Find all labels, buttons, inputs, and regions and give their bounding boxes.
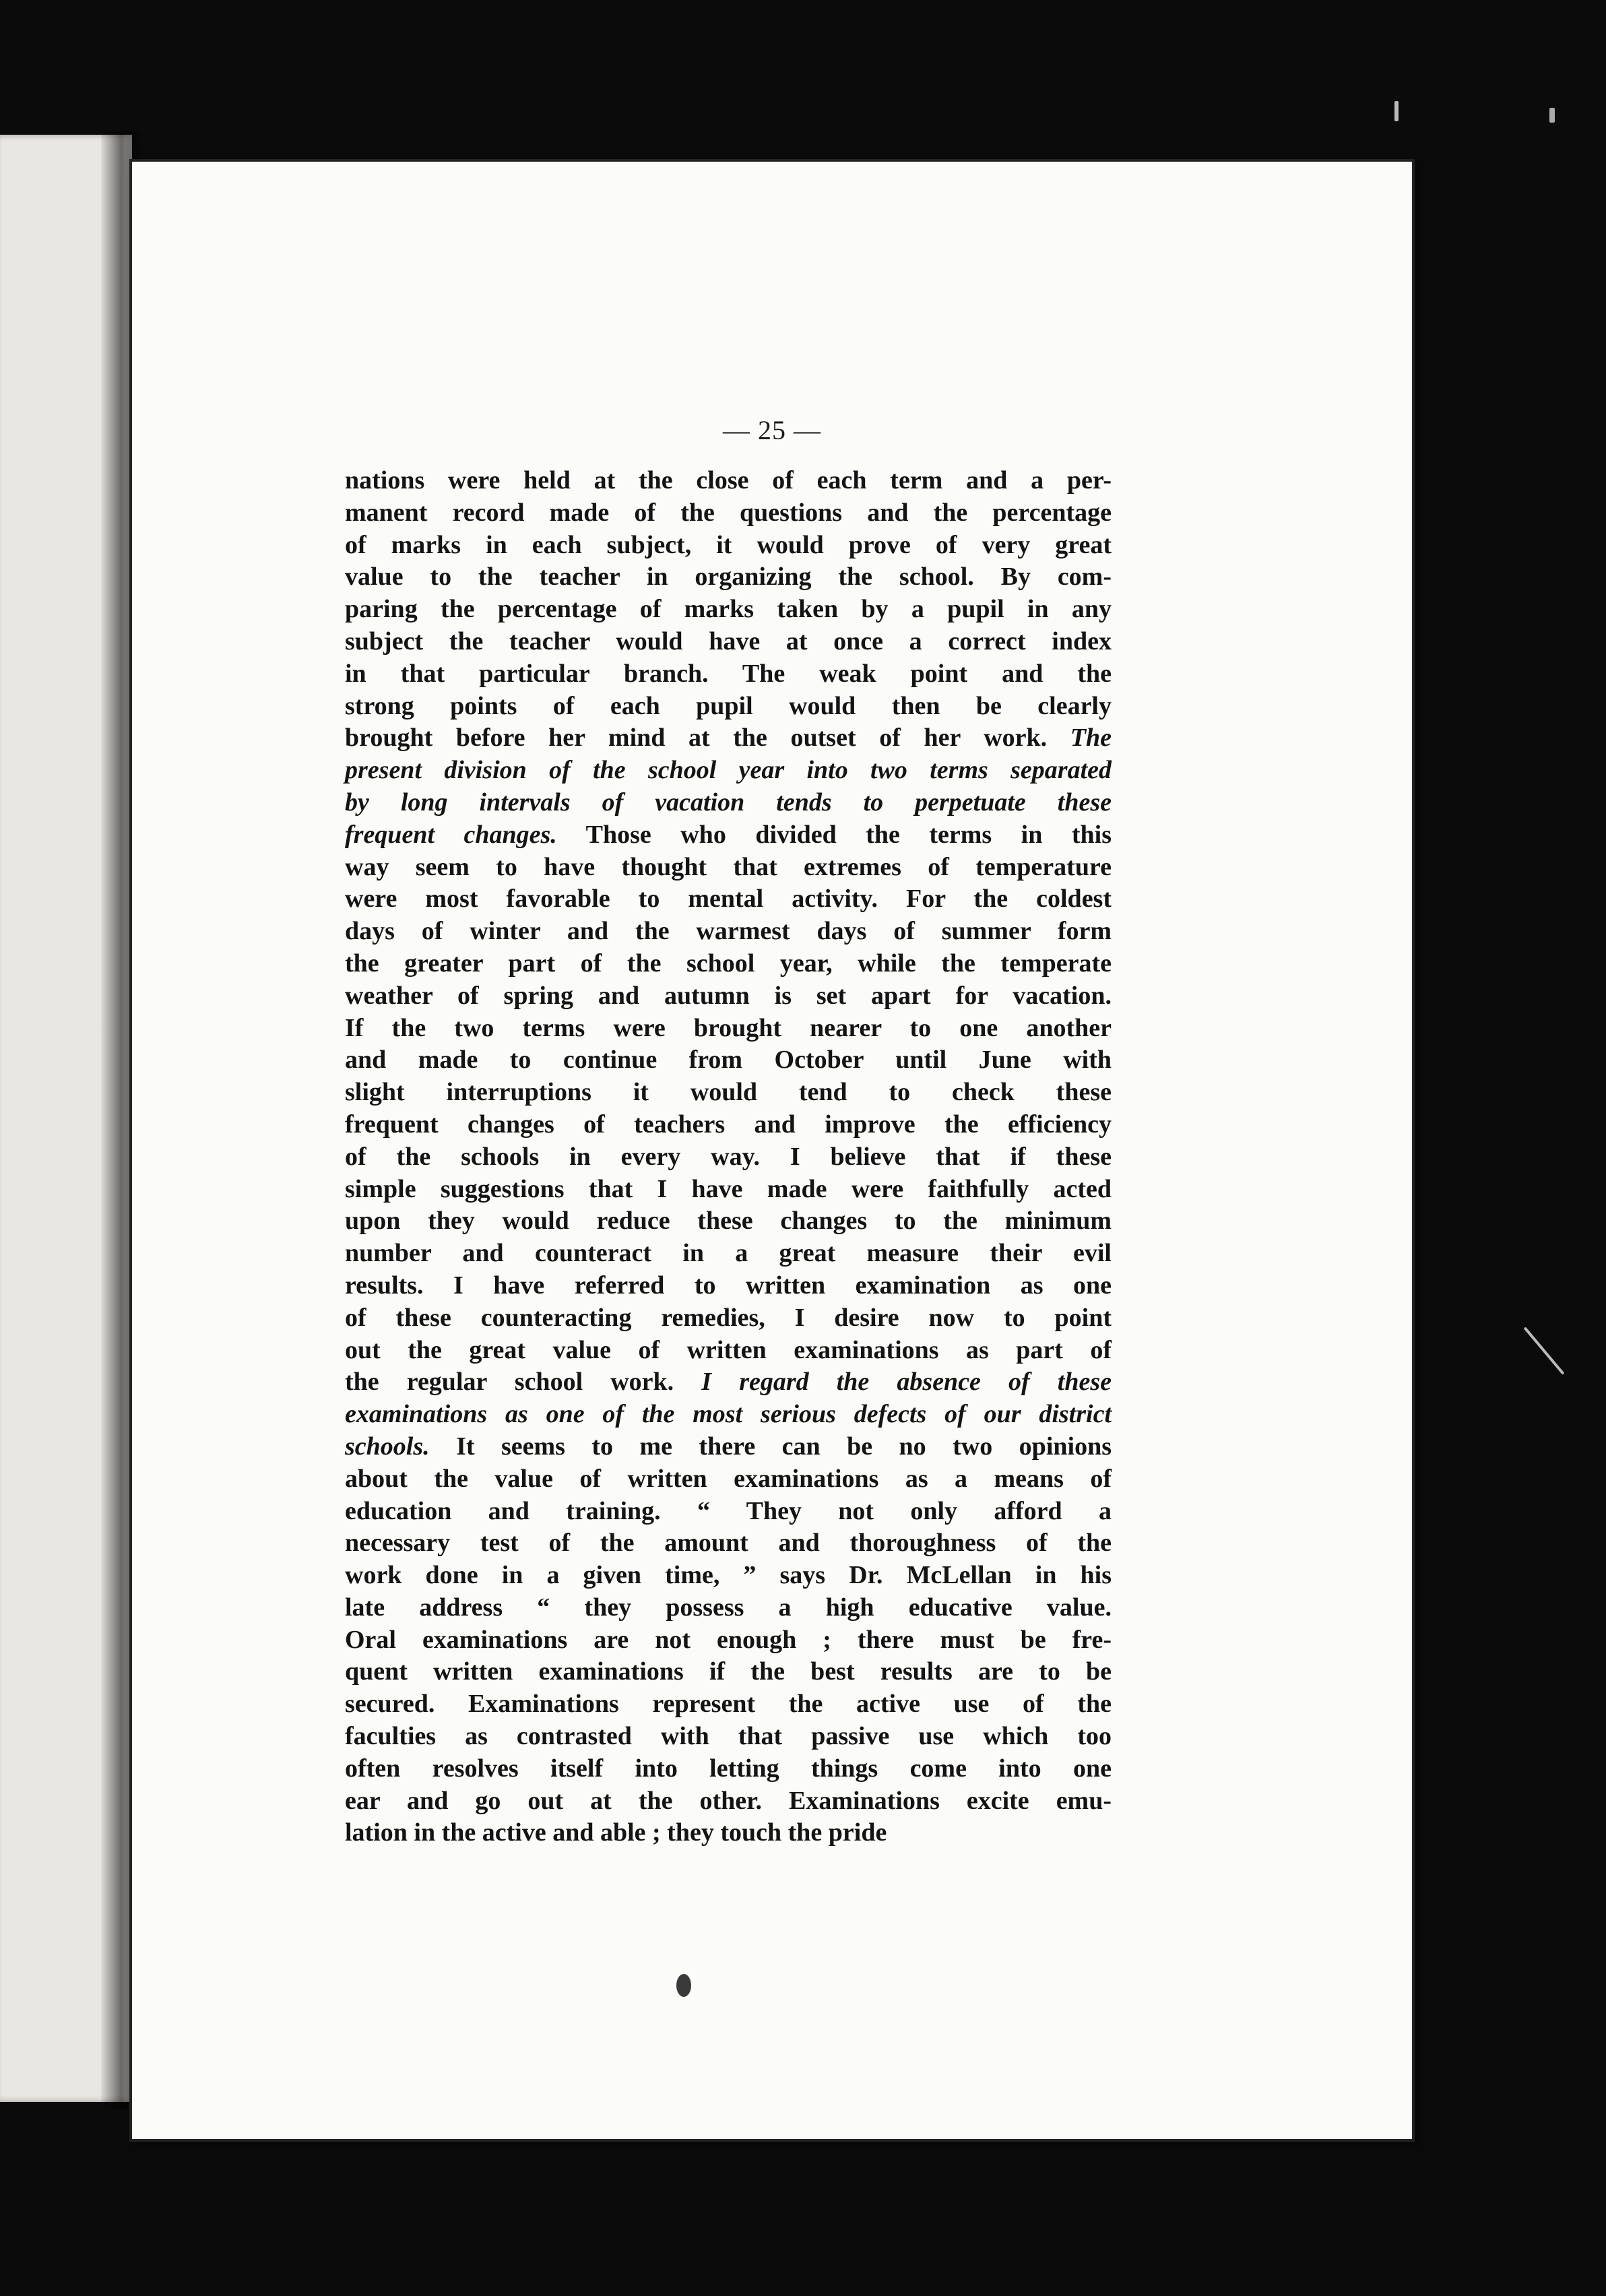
text-run: of the schools in every way. I believe that if these (345, 1142, 1112, 1171)
text-run: ear and go out at the other. Examinations excite emu- (345, 1786, 1112, 1815)
text-line (345, 948, 1112, 980)
text-run: Those who divided the terms in this (556, 820, 1112, 849)
text-line (345, 1109, 1112, 1141)
text-line (345, 1785, 1112, 1818)
text-run: and made to continue from October until June with (345, 1046, 1112, 1075)
text-run: If the two terms were brought nearer to one another (345, 1013, 1112, 1042)
text-line (345, 658, 1112, 691)
text-run: lation in the active and able ; they touch the pride (345, 1818, 887, 1847)
text-line (345, 1688, 1112, 1721)
text-run: late address “ they possess a high educative value. (345, 1593, 1112, 1622)
text-line (345, 787, 1112, 819)
text-run: way seem to have thought that extremes of temperature (345, 852, 1112, 881)
text-line (345, 1141, 1112, 1174)
text-line (345, 1753, 1112, 1785)
text-run: subject the teacher would have at once a correct index (345, 627, 1112, 656)
italic-text: present division of the school year into two terms separated (345, 756, 1112, 785)
text-run: quent written examinations if the best results are to be (345, 1657, 1112, 1686)
text-line (345, 1721, 1112, 1753)
text-line (345, 883, 1112, 916)
text-run: simple suggestions that I have made were faithfully acted (345, 1174, 1112, 1203)
text-line (345, 1205, 1112, 1238)
text-run: manent record made of the questions and the percentage (345, 498, 1112, 527)
italic-text: I regard the absence of these (701, 1368, 1112, 1397)
text-run: value to the teacher in organizing the school. By com- (345, 563, 1112, 592)
italic-text: schools. (345, 1432, 430, 1461)
text-line (345, 1496, 1112, 1528)
text-line (345, 916, 1112, 948)
text-run: slight interruptions it would tend to check these (345, 1078, 1112, 1107)
text-run: of these counteracting remedies, I desire now to point (345, 1303, 1112, 1332)
text-line (345, 852, 1112, 884)
text-run: of marks in each subject, it would prove of very great (345, 530, 1112, 559)
text-line (345, 1527, 1112, 1560)
page-number: — 25 — (723, 415, 821, 445)
book-page (132, 162, 1412, 2139)
text-run: out the great value of written examinations as part of (345, 1335, 1112, 1364)
text-run: the greater part of the school year, while the temperate (345, 949, 1112, 978)
text-line (345, 1077, 1112, 1109)
text-run: brought before her mind at the outset of her work. (345, 724, 1070, 753)
text-line (345, 594, 1112, 626)
text-line (345, 1013, 1112, 1045)
text-line (345, 561, 1112, 594)
text-line (345, 465, 1112, 497)
text-run: weather of spring and autumn is set apart for vacation. (345, 981, 1112, 1010)
text-run: results. I have referred to written examination as one (345, 1271, 1112, 1300)
text-line (345, 1302, 1112, 1335)
text-line (345, 626, 1112, 658)
text-run: days of winter and the warmest days of summer form (345, 917, 1112, 946)
text-run: were most favorable to mental activity. For the coldest (345, 885, 1112, 914)
text-line (345, 722, 1112, 755)
italic-text: by long intervals of vacation tends to perpetuate these (345, 788, 1112, 817)
text-line (345, 1592, 1112, 1624)
text-line (345, 1174, 1112, 1206)
text-line (345, 755, 1112, 787)
text-run: frequent changes of teachers and improve the efficiency (345, 1110, 1112, 1139)
text-line (345, 1238, 1112, 1270)
text-run: about the value of written examinations as a means of (345, 1464, 1112, 1493)
text-line (345, 530, 1112, 562)
text-run: faculties as contrasted with that passive use which too (345, 1722, 1112, 1751)
text-run: number and counteract in a great measure their evil (345, 1239, 1112, 1268)
text-line (345, 1335, 1112, 1367)
text-line (345, 497, 1112, 530)
italic-text: frequent changes. (345, 820, 557, 849)
text-line (345, 1366, 1112, 1399)
text-run: necessary test of the amount and thoroughness of the (345, 1529, 1112, 1558)
text-line (345, 980, 1112, 1013)
text-run: in that particular branch. The weak point and the (345, 659, 1112, 688)
text-line (345, 1560, 1112, 1592)
text-line (345, 691, 1112, 723)
text-run: It seems to me there can be no two opinions (429, 1432, 1112, 1461)
text-run: Oral examinations are not enough ; there must be fre- (345, 1625, 1112, 1654)
text-line (345, 1044, 1112, 1077)
film-speck (1524, 1327, 1565, 1375)
text-line (345, 1463, 1112, 1496)
text-run: paring the percentage of marks taken by a pupil in any (345, 595, 1112, 624)
body-text (345, 465, 1112, 1849)
text-line (345, 1656, 1112, 1688)
ink-smudge (676, 1974, 691, 1997)
text-run: nations were held at the close of each term and a per- (345, 466, 1112, 495)
text-line (345, 1624, 1112, 1657)
text-run: strong points of each pupil would then be clearly (345, 691, 1112, 720)
text-run: the regular school work. (345, 1368, 702, 1397)
text-line (345, 819, 1112, 852)
text-line (345, 1399, 1112, 1431)
text-run: work done in a given time, ” says Dr. McLellan in his (345, 1561, 1112, 1590)
film-speck (1394, 101, 1399, 121)
text-run: often resolves itself into letting things come into one (345, 1754, 1112, 1783)
film-speck (1549, 108, 1555, 123)
italic-text: examinations as one of the most serious defects of our district (345, 1400, 1112, 1429)
italic-text: The (1070, 724, 1112, 753)
text-run: upon they would reduce these changes to the minimum (345, 1207, 1112, 1236)
text-run: secured. Examinations represent the active use of the (345, 1690, 1112, 1719)
text-run: education and training. “ They not only afford a (345, 1496, 1112, 1525)
text-line (345, 1270, 1112, 1302)
text-line (345, 1817, 1112, 1849)
text-line (345, 1431, 1112, 1463)
